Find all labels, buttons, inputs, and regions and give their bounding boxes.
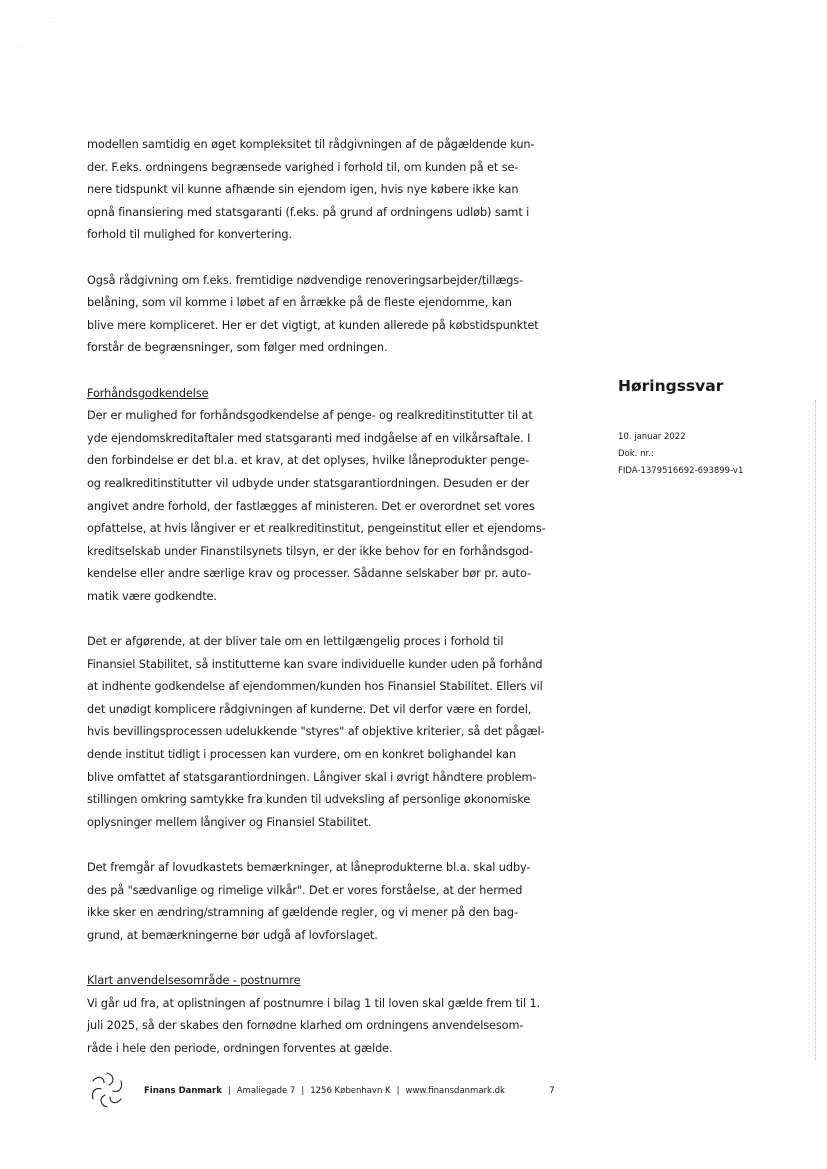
text-line: yde ejendomskreditaftaler med statsgaranti med indgåelse af en vilkårsaftale. I bbox=[87, 431, 531, 445]
text-line: opnå finansiering med statsgaranti (f.eks. på grund af ordningens udløb) samt i bbox=[87, 205, 530, 219]
section-heading-postcodes: Klart anvendelsesområde - postnumre bbox=[87, 973, 301, 987]
text-line: Også rådgivning om f.eks. fremtidige nødvendige renoveringsarbejder/tillægs- bbox=[87, 273, 524, 287]
footer-contact bbox=[144, 1086, 505, 1096]
document-type-title: Høringssvar bbox=[618, 377, 724, 395]
text-line: blive mere kompliceret. Her er det vigtigt, at kunden allerede på købstidspunktet bbox=[87, 318, 539, 332]
text-line: det unødigt komplicere rådgivningen af kunderne. Det vil derfor være en fordel, bbox=[87, 702, 532, 716]
text-line: ikke sker en ændring/stramning af gældende regler, og vi mener på den bag- bbox=[87, 906, 518, 920]
text-line: forhold til mulighed for konvertering. bbox=[87, 228, 292, 242]
text-line: Finansiel Stabilitet, så institutterne kan svare individuelle kunder uden på forhånd bbox=[87, 657, 543, 671]
text-line: Der er mulighed for forhåndsgodkendelse af penge- og realkreditinstitutter til at bbox=[87, 409, 533, 423]
document-number-label: Dok. nr.: bbox=[618, 449, 654, 459]
footer-address: Amaliegade 7 bbox=[236, 1086, 296, 1096]
text-line: dende institut tidligt i processen kan vurdere, om en konkret bolighandel kan bbox=[87, 748, 517, 762]
paragraph-renovation-advice bbox=[87, 270, 562, 360]
text-line: matik være godkendte. bbox=[87, 589, 217, 603]
page-number: 7 bbox=[549, 1086, 555, 1096]
text-line: den forbindelse er det bl.a. et krav, at det oplyses, hvilke låneprodukter penge- bbox=[87, 454, 530, 468]
footer-separator: | bbox=[396, 1086, 400, 1096]
section-pre-approval bbox=[87, 383, 562, 609]
scan-speck bbox=[50, 17, 51, 18]
text-line: oplysninger mellem långiver og Finansiel Stabilitet. bbox=[87, 815, 372, 829]
text-line: modellen samtidig en øget kompleksitet til rådgivningen af de pågældende kun- bbox=[87, 138, 535, 151]
document-date: 10. januar 2022 bbox=[618, 432, 686, 442]
footer-brand: Finans Danmark bbox=[144, 1086, 222, 1096]
scan-speck bbox=[19, 46, 20, 47]
text-line: belåning, som vil komme i løbet af en årrække på de fleste ejendomme, kan bbox=[87, 296, 512, 310]
finans-danmark-logo-icon bbox=[88, 1070, 126, 1110]
footer-separator: | bbox=[301, 1086, 305, 1096]
section-postcodes bbox=[87, 970, 562, 1060]
text-line: at indhente godkendelse af ejendommen/kunden hos Finansiel Stabilitet. Ellers vil bbox=[87, 680, 543, 694]
footer-separator: | bbox=[227, 1086, 231, 1096]
text-line: opfattelse, at hvis långiver er et realkreditinstitut, pengeinstitut eller et ejendoms- bbox=[87, 522, 546, 536]
page-footer bbox=[88, 1070, 568, 1120]
text-line: forstår de begrænsninger, som følger med ordningen. bbox=[87, 341, 388, 355]
text-line: blive omfattet af statsgarantiordningen. Långiver skal i øvrigt håndtere problem- bbox=[87, 770, 537, 784]
text-line: juli 2025, så der skabes den fornødne klarhed om ordningens anvendelsesom- bbox=[87, 1019, 524, 1033]
footer-website-link[interactable]: www.finansdanmark.dk bbox=[405, 1086, 505, 1096]
text-line: Det fremgår af lovudkastets bemærkninger, at låneprodukterne bl.a. skal udby- bbox=[87, 861, 531, 874]
footer-city: 1256 København K bbox=[310, 1086, 391, 1096]
scan-edge-line bbox=[815, 400, 816, 1060]
paragraph-accessible-process bbox=[87, 631, 562, 834]
document-body bbox=[87, 134, 562, 1083]
document-sidebar bbox=[618, 377, 808, 480]
text-line: des på "sædvanlige og rimelige vilkår". Det er vores forståelse, at der hermed bbox=[87, 883, 523, 897]
section-heading-pre-approval: Forhåndsgodkendelse bbox=[87, 386, 209, 400]
text-line: råde i hele den periode, ordningen forventes at gælde. bbox=[87, 1041, 393, 1055]
text-line: hvis bevillingsprocessen udelukkende "styres" af objektive kriterier, så det pågæl- bbox=[87, 725, 545, 739]
text-line: Vi går ud fra, at oplistningen af postnumre i bilag 1 til loven skal gælde frem til 1. bbox=[87, 996, 541, 1010]
text-line: stillingen omkring samtykke fra kunden til udveksling af personlige økonomiske bbox=[87, 793, 531, 807]
text-line: der. F.eks. ordningens begrænsede varighed i forhold til, om kunden på et se- bbox=[87, 160, 519, 174]
text-line: Det er afgørende, at der bliver tale om en lettilgængelig proces i forhold til bbox=[87, 635, 504, 649]
text-line: kendelse eller andre særlige krav og processer. Sådanne selskaber bør pr. auto- bbox=[87, 567, 531, 581]
text-line: grund, at bemærkningerne bør udgå af lovforslaget. bbox=[87, 928, 378, 942]
text-line: nere tidspunkt vil kunne afhænde sin ejendom igen, hvis nye købere ikke kan bbox=[87, 183, 519, 197]
text-line: og realkreditinstitutter vil udbyde under statsgarantiordningen. Desuden er der bbox=[87, 476, 530, 490]
paragraph-advisory-complexity bbox=[87, 134, 562, 247]
text-line: kreditselskab under Finanstilsynets tilsyn, er der ikke behov for en forhåndsgod- bbox=[87, 544, 534, 558]
document-number: FIDA-1379516692-693899-v1 bbox=[618, 466, 744, 476]
paragraph-loan-terms bbox=[87, 857, 562, 947]
text-line: angivet andre forhold, der fastlægges af ministeren. Det er overordnet set vores bbox=[87, 499, 535, 513]
